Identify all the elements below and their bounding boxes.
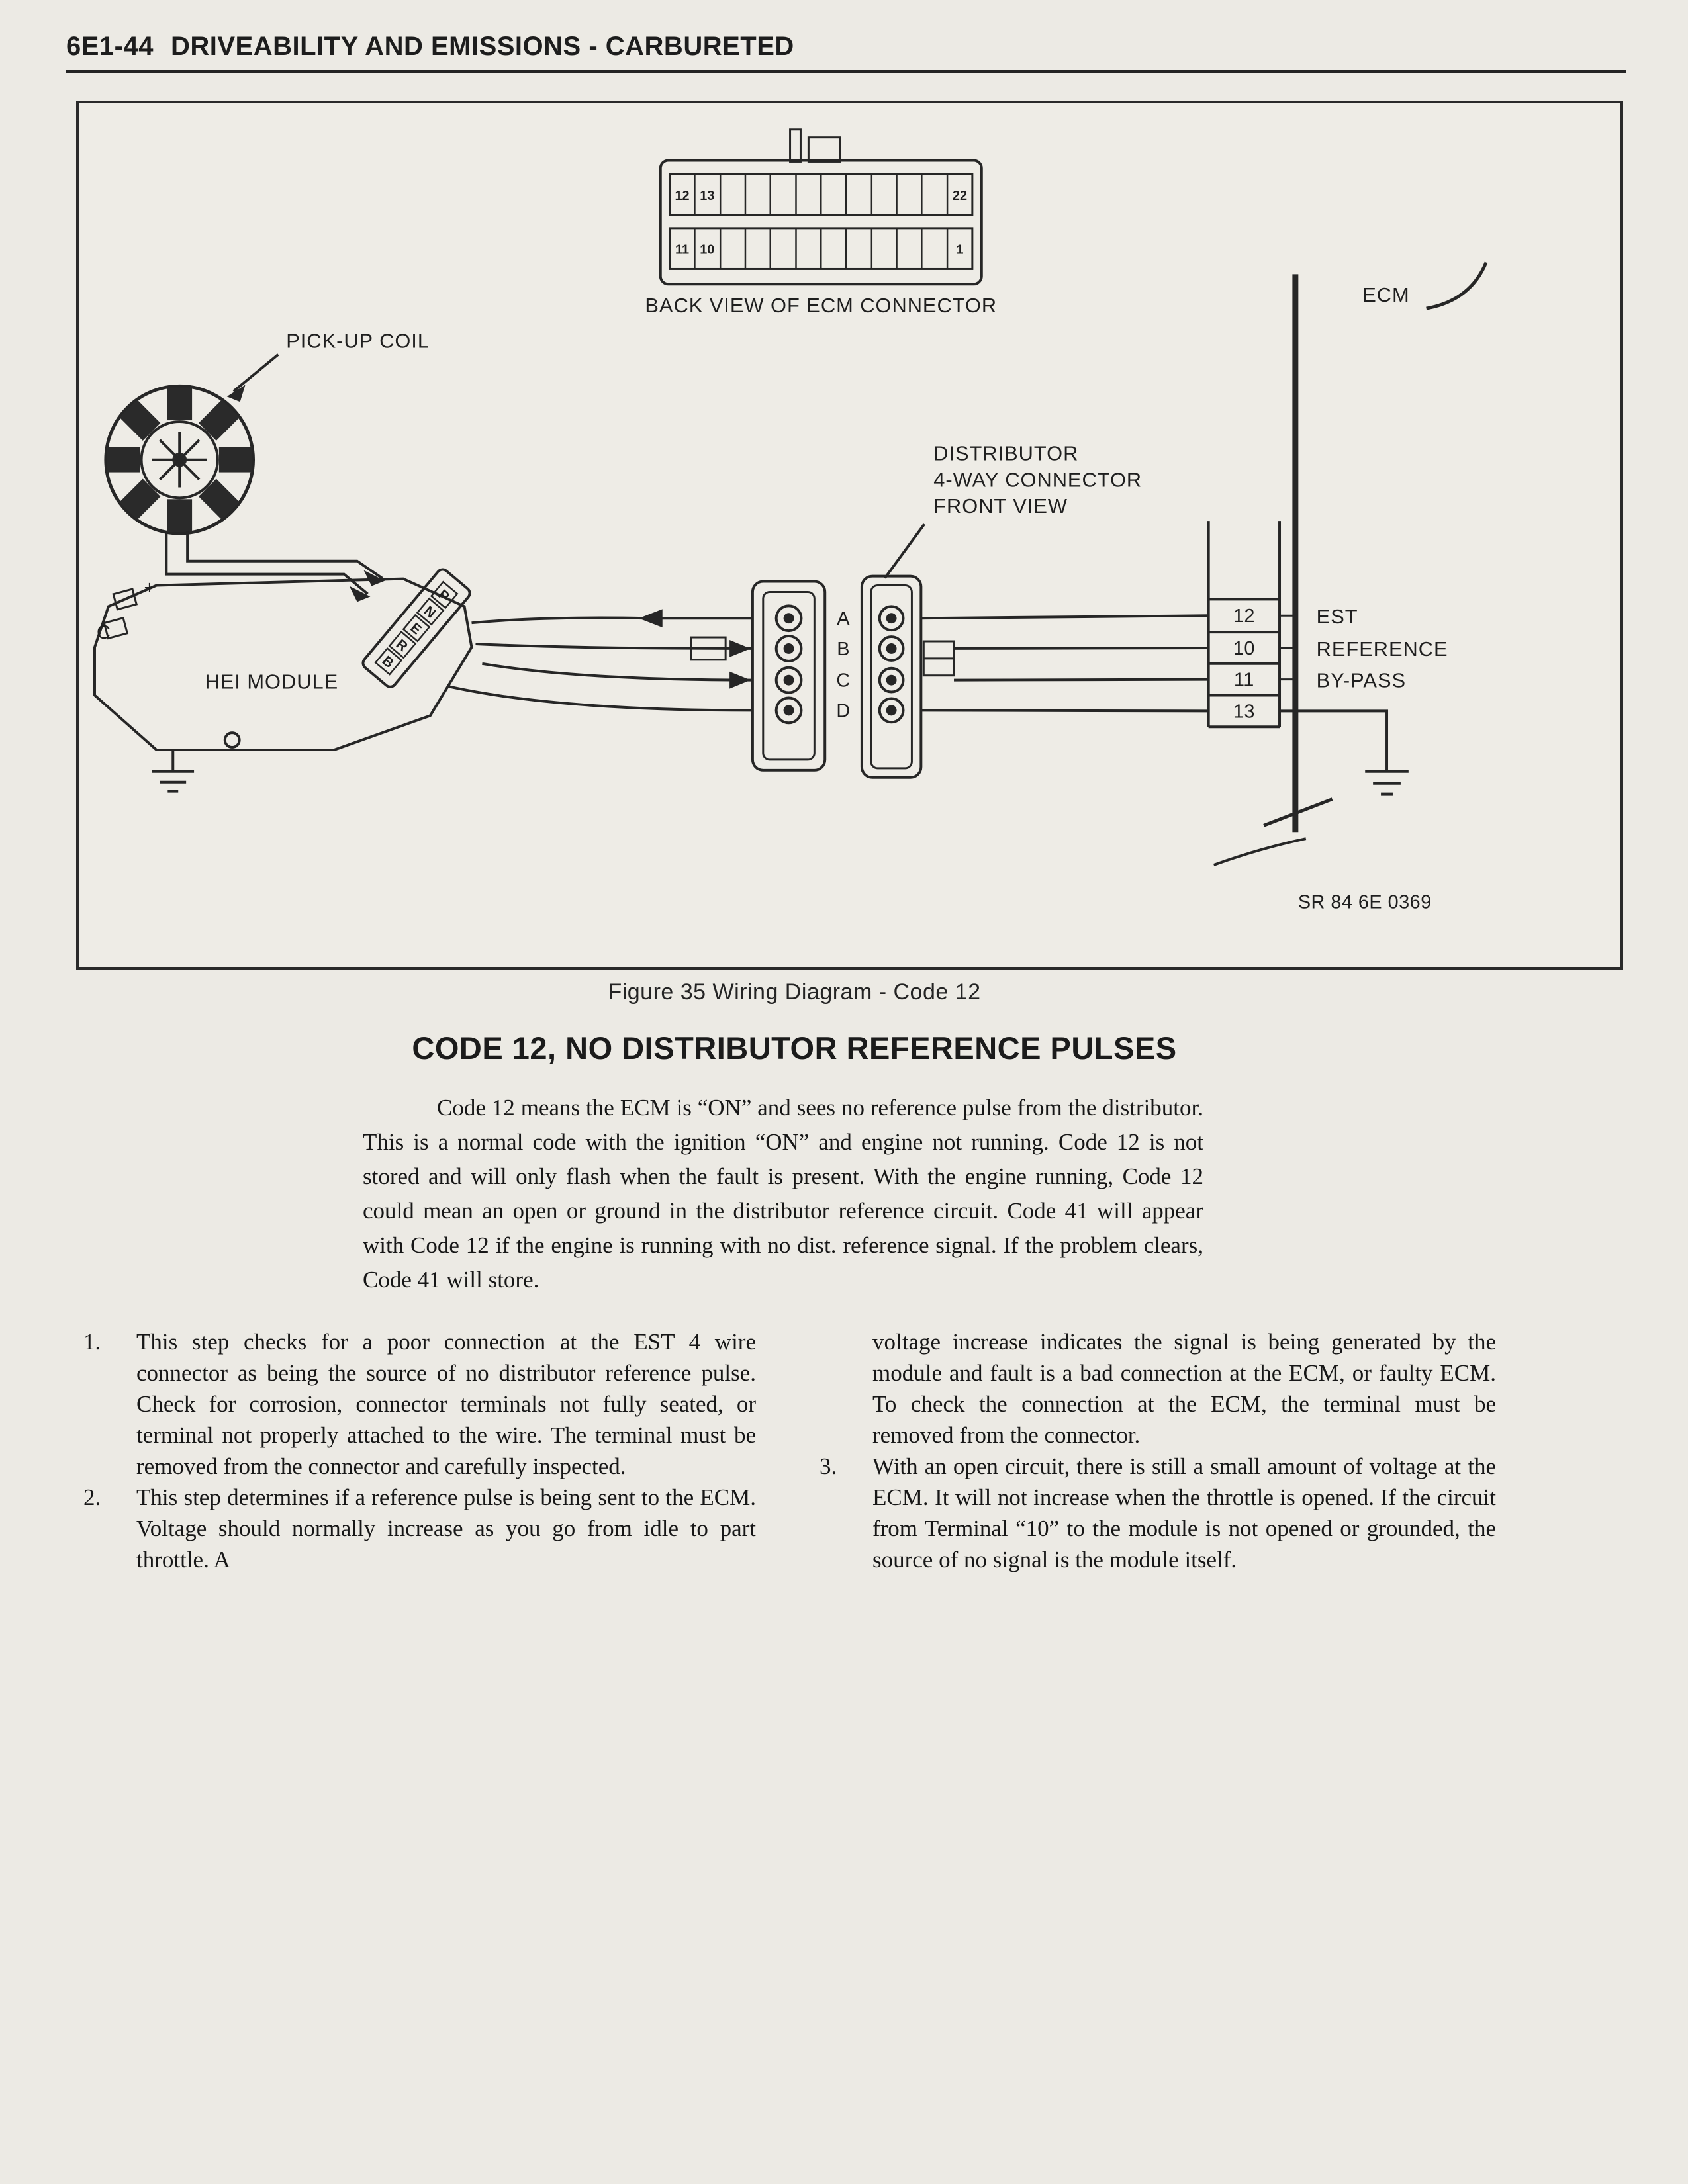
hei-pin-r: R	[393, 636, 411, 655]
distributor-connector	[862, 576, 954, 778]
est-label: EST	[1316, 605, 1358, 629]
row-d-label: D	[836, 700, 851, 722]
section-heading: CODE 12, NO DISTRIBUTOR REFERENCE PULSES	[412, 1030, 1177, 1066]
reference-label: REFERENCE	[1316, 637, 1448, 660]
module-plus-label: +	[144, 577, 156, 599]
terminal-11: 11	[1233, 669, 1254, 691]
ecm-cell-1: 1	[956, 242, 964, 257]
hei-module-label: HEI MODULE	[205, 670, 339, 694]
pickup-coil-label: PICK-UP COIL	[286, 329, 430, 353]
back-view-label: BACK VIEW OF ECM CONNECTOR	[645, 294, 998, 318]
ecm-connector-back-view	[645, 130, 997, 317]
figure-ref-number: SR 84 6E 0369	[1297, 891, 1432, 913]
distributor-label-1: DISTRIBUTOR	[933, 441, 1079, 465]
list-item-3	[820, 1451, 1496, 1575]
page-number: 6E1-44	[66, 32, 154, 61]
wiring-diagram-figure	[76, 101, 1623, 970]
ecm-boundary	[1214, 263, 1486, 865]
page-header	[66, 32, 794, 62]
pickup-coil-callout	[227, 330, 430, 402]
module-c-label: C	[96, 622, 111, 644]
list-item-1	[83, 1326, 756, 1482]
connector-to-ecm-wires	[921, 615, 1208, 711]
terminal-12: 12	[1233, 606, 1255, 627]
row-b-label: B	[837, 638, 850, 660]
pickup-coil	[106, 386, 254, 533]
hei-pin-e: E	[407, 619, 424, 638]
item-3-text: With an open circuit, there is still a small amount of voltage at the ECM. It will not increase when the throttle is opened. If the circuit from Terminal “10” to the module is not opened or grounded, the source of no signal is the module itself.	[872, 1453, 1496, 1572]
pickup-coil-wires	[166, 531, 385, 602]
harness-connector	[753, 582, 825, 770]
terminal-13: 13	[1233, 701, 1255, 723]
ecm-cell-22: 22	[952, 189, 968, 204]
wiring-diagram-svg	[79, 103, 1620, 967]
left-column	[83, 1326, 756, 1575]
module-ground-icon	[152, 750, 194, 792]
right-column	[820, 1326, 1496, 1575]
intro-paragraph: Code 12 means the ECM is “ON” and sees no reference pulse from the distributor. This is a normal code with the ignition “ON” and engine not running. Code 12 is not stored and will only flash when the fault is present. With the engine running, Code 12 could mean an open or ground in the distributor reference circuit. Code 41 will appear with Code 12 if the engine is running with no dist. reference signal. If the problem clears, Code 41 will store.	[363, 1095, 1203, 1293]
ecm-label: ECM	[1362, 283, 1410, 307]
ecm-ground-icon	[1280, 711, 1409, 794]
bypass-label: BY-PASS	[1316, 668, 1407, 692]
ecm-cell-12: 12	[675, 189, 690, 204]
item-2-number: 2.	[83, 1484, 101, 1510]
terminal-10: 10	[1233, 637, 1255, 659]
item-1-number: 1.	[83, 1329, 101, 1355]
distributor-label-3: FRONT VIEW	[933, 494, 1068, 518]
list-item-2	[83, 1482, 756, 1575]
header-rule	[66, 70, 1626, 73]
item-2-cont-text: voltage increase indicates the signal is being generated by the module and fault is a bad connection at the ECM, or faulty ECM. To check the connection at the ECM, the terminal must be removed from the connector.	[872, 1329, 1496, 1448]
distributor-callout	[885, 442, 1142, 578]
figure-caption: Figure 35 Wiring Diagram - Code 12	[608, 979, 981, 1005]
hei-pin-b: B	[379, 653, 397, 672]
hei-module	[95, 567, 472, 792]
item-3-number: 3.	[820, 1453, 837, 1479]
row-a-label: A	[837, 608, 850, 630]
ecm-cell-10: 10	[700, 242, 715, 257]
ecm-terminal-strip	[1209, 521, 1448, 727]
connector-row-letters	[836, 608, 850, 721]
list-item-2-continued	[820, 1326, 1496, 1451]
hei-pin-p: P	[435, 586, 452, 605]
distributor-label-2: 4-WAY CONNECTOR	[933, 468, 1143, 492]
page-title: DRIVEABILITY AND EMISSIONS - CARBURETED	[170, 32, 794, 61]
module-to-connector-wires	[447, 609, 753, 710]
item-2-text: This step determines if a reference pulse is being sent to the ECM. Voltage should normally increase as you go from idle to part throttle. A	[136, 1484, 756, 1572]
ecm-cell-11: 11	[675, 242, 690, 257]
ecm-cell-13: 13	[700, 189, 715, 204]
row-c-label: C	[836, 670, 851, 692]
item-2-cont-number	[820, 1326, 872, 1451]
item-1-text: This step checks for a poor connection at the EST 4 wire connector as being the source of no distributor reference pulse. Check for corrosion, connector terminals not fully seated, or terminal not properly attached to the wire. The terminal must be removed from the connector and carefully inspected.	[136, 1329, 756, 1479]
hei-pin-n: N	[420, 603, 439, 621]
